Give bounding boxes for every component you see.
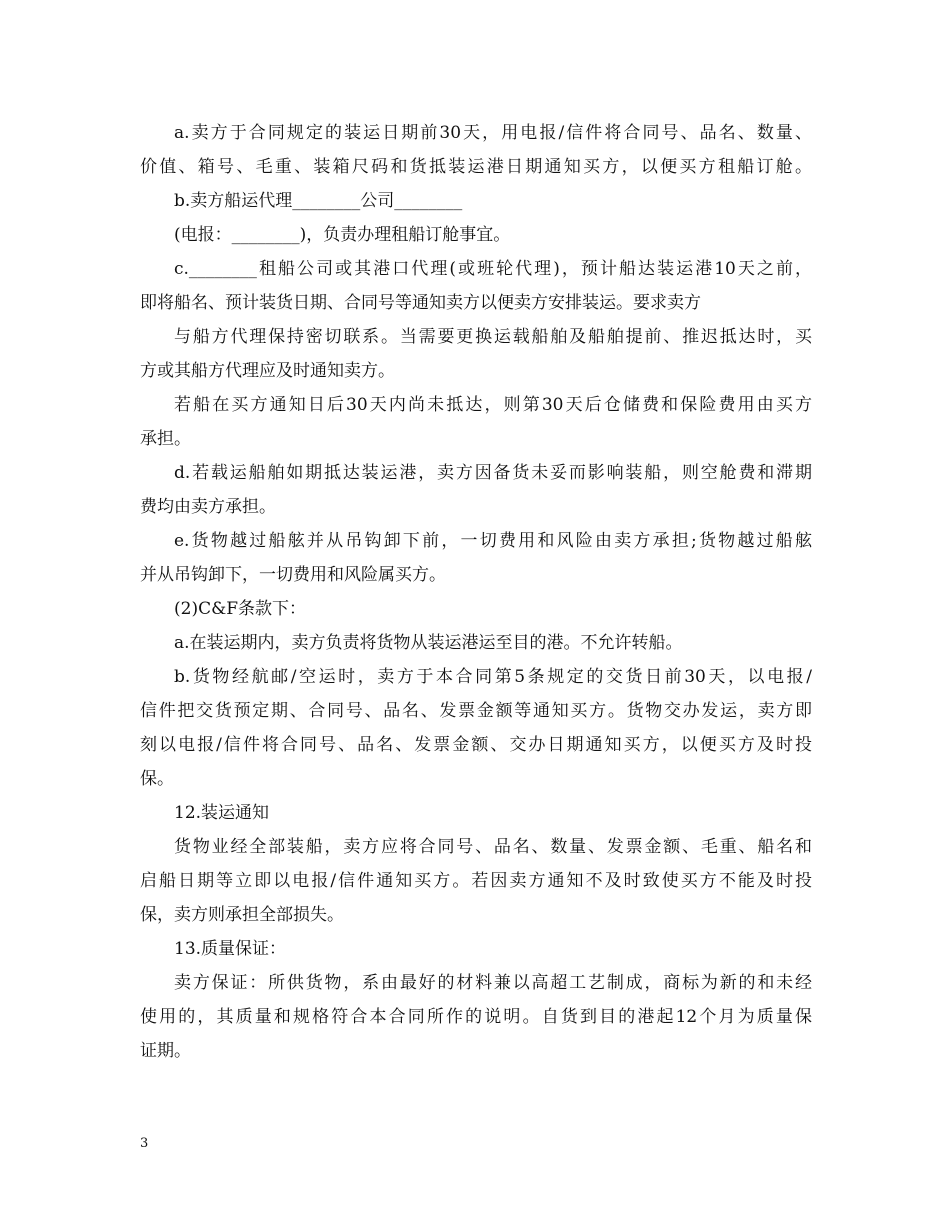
text-line: 价值、箱号、毛重、装箱尺码和货抵装运港日期通知买方，以便买方租船订舱。 — [140, 157, 812, 177]
text-line: (2)C&F条款下： — [174, 599, 307, 619]
text-line: 并从吊钩卸下，一切费用和风险属买方。 — [140, 565, 446, 585]
text-line: 卖方保证：所供货物，系由最好的材料兼以高超工艺制成，商标为新的和未经 — [174, 973, 812, 993]
text-line: 保。 — [140, 769, 174, 789]
text-line: 启船日期等立即以电报/信件通知买方。若因卖方通知不及时致使买方不能及时投 — [140, 871, 812, 891]
text-line: 方或其船方代理应及时通知卖方。 — [140, 361, 395, 381]
page-number: 3 — [140, 1136, 149, 1151]
document-body — [140, 116, 812, 1068]
text-line: a.卖方于合同规定的装运日期前30天，用电报/信件将合同号、品名、数量、 — [174, 123, 812, 143]
text-line: 证期。 — [140, 1041, 191, 1061]
text-line: 与船方代理保持密切联系。当需要更换运载船舶及船舶提前、推迟抵达时，买 — [174, 327, 812, 347]
text-line: 保，卖方则承担全部损失。 — [140, 905, 344, 925]
text-line: 使用的，其质量和规格符合本合同所作的说明。自货到目的港起12个月为质量保 — [140, 1007, 812, 1027]
text-line: e.货物越过船舷并从吊钩卸下前，一切费用和风险由卖方承担;货物越过船舷 — [174, 531, 812, 551]
text-line: 货物业经全部装船，卖方应将合同号、品名、数量、发票金额、毛重、船名和 — [174, 837, 812, 857]
text-line: 信件把交货预定期、合同号、品名、发票金额等通知买方。货物交办发运，卖方即 — [140, 701, 812, 721]
text-line: a.在装运期内，卖方负责将货物从装运港运至目的港。不允许转船。 — [174, 633, 683, 653]
text-line: (电报：________)，负责办理租船订舱事宜。 — [174, 225, 511, 245]
text-line: b.货物经航邮/空运时，卖方于本合同第5条规定的交货日前30天，以电报/ — [174, 667, 812, 687]
text-line: 费均由卖方承担。 — [140, 497, 276, 517]
text-line: 12.装运通知 — [174, 803, 270, 823]
text-line: 承担。 — [140, 429, 191, 449]
text-line: 刻以电报/信件将合同号、品名、发票金额、交办日期通知买方，以便买方及时投 — [140, 735, 812, 755]
text-line: 即将船名、预计装货日期、合同号等通知卖方以便卖方安排装运。要求卖方 — [140, 293, 701, 313]
text-line: 若船在买方通知日后30天内尚未抵达，则第30天后仓储费和保险费用由买方 — [174, 395, 812, 415]
text-line: d.若载运船舶如期抵达装运港，卖方因备货未妥而影响装船，则空舱费和滞期 — [174, 463, 812, 483]
text-line: b.卖方船运代理________公司________ — [174, 191, 463, 211]
text-line: 13.质量保证： — [174, 939, 287, 959]
text-line: c.________租船公司或其港口代理(或班轮代理)，预计船达装运港10天之前， — [174, 259, 812, 279]
